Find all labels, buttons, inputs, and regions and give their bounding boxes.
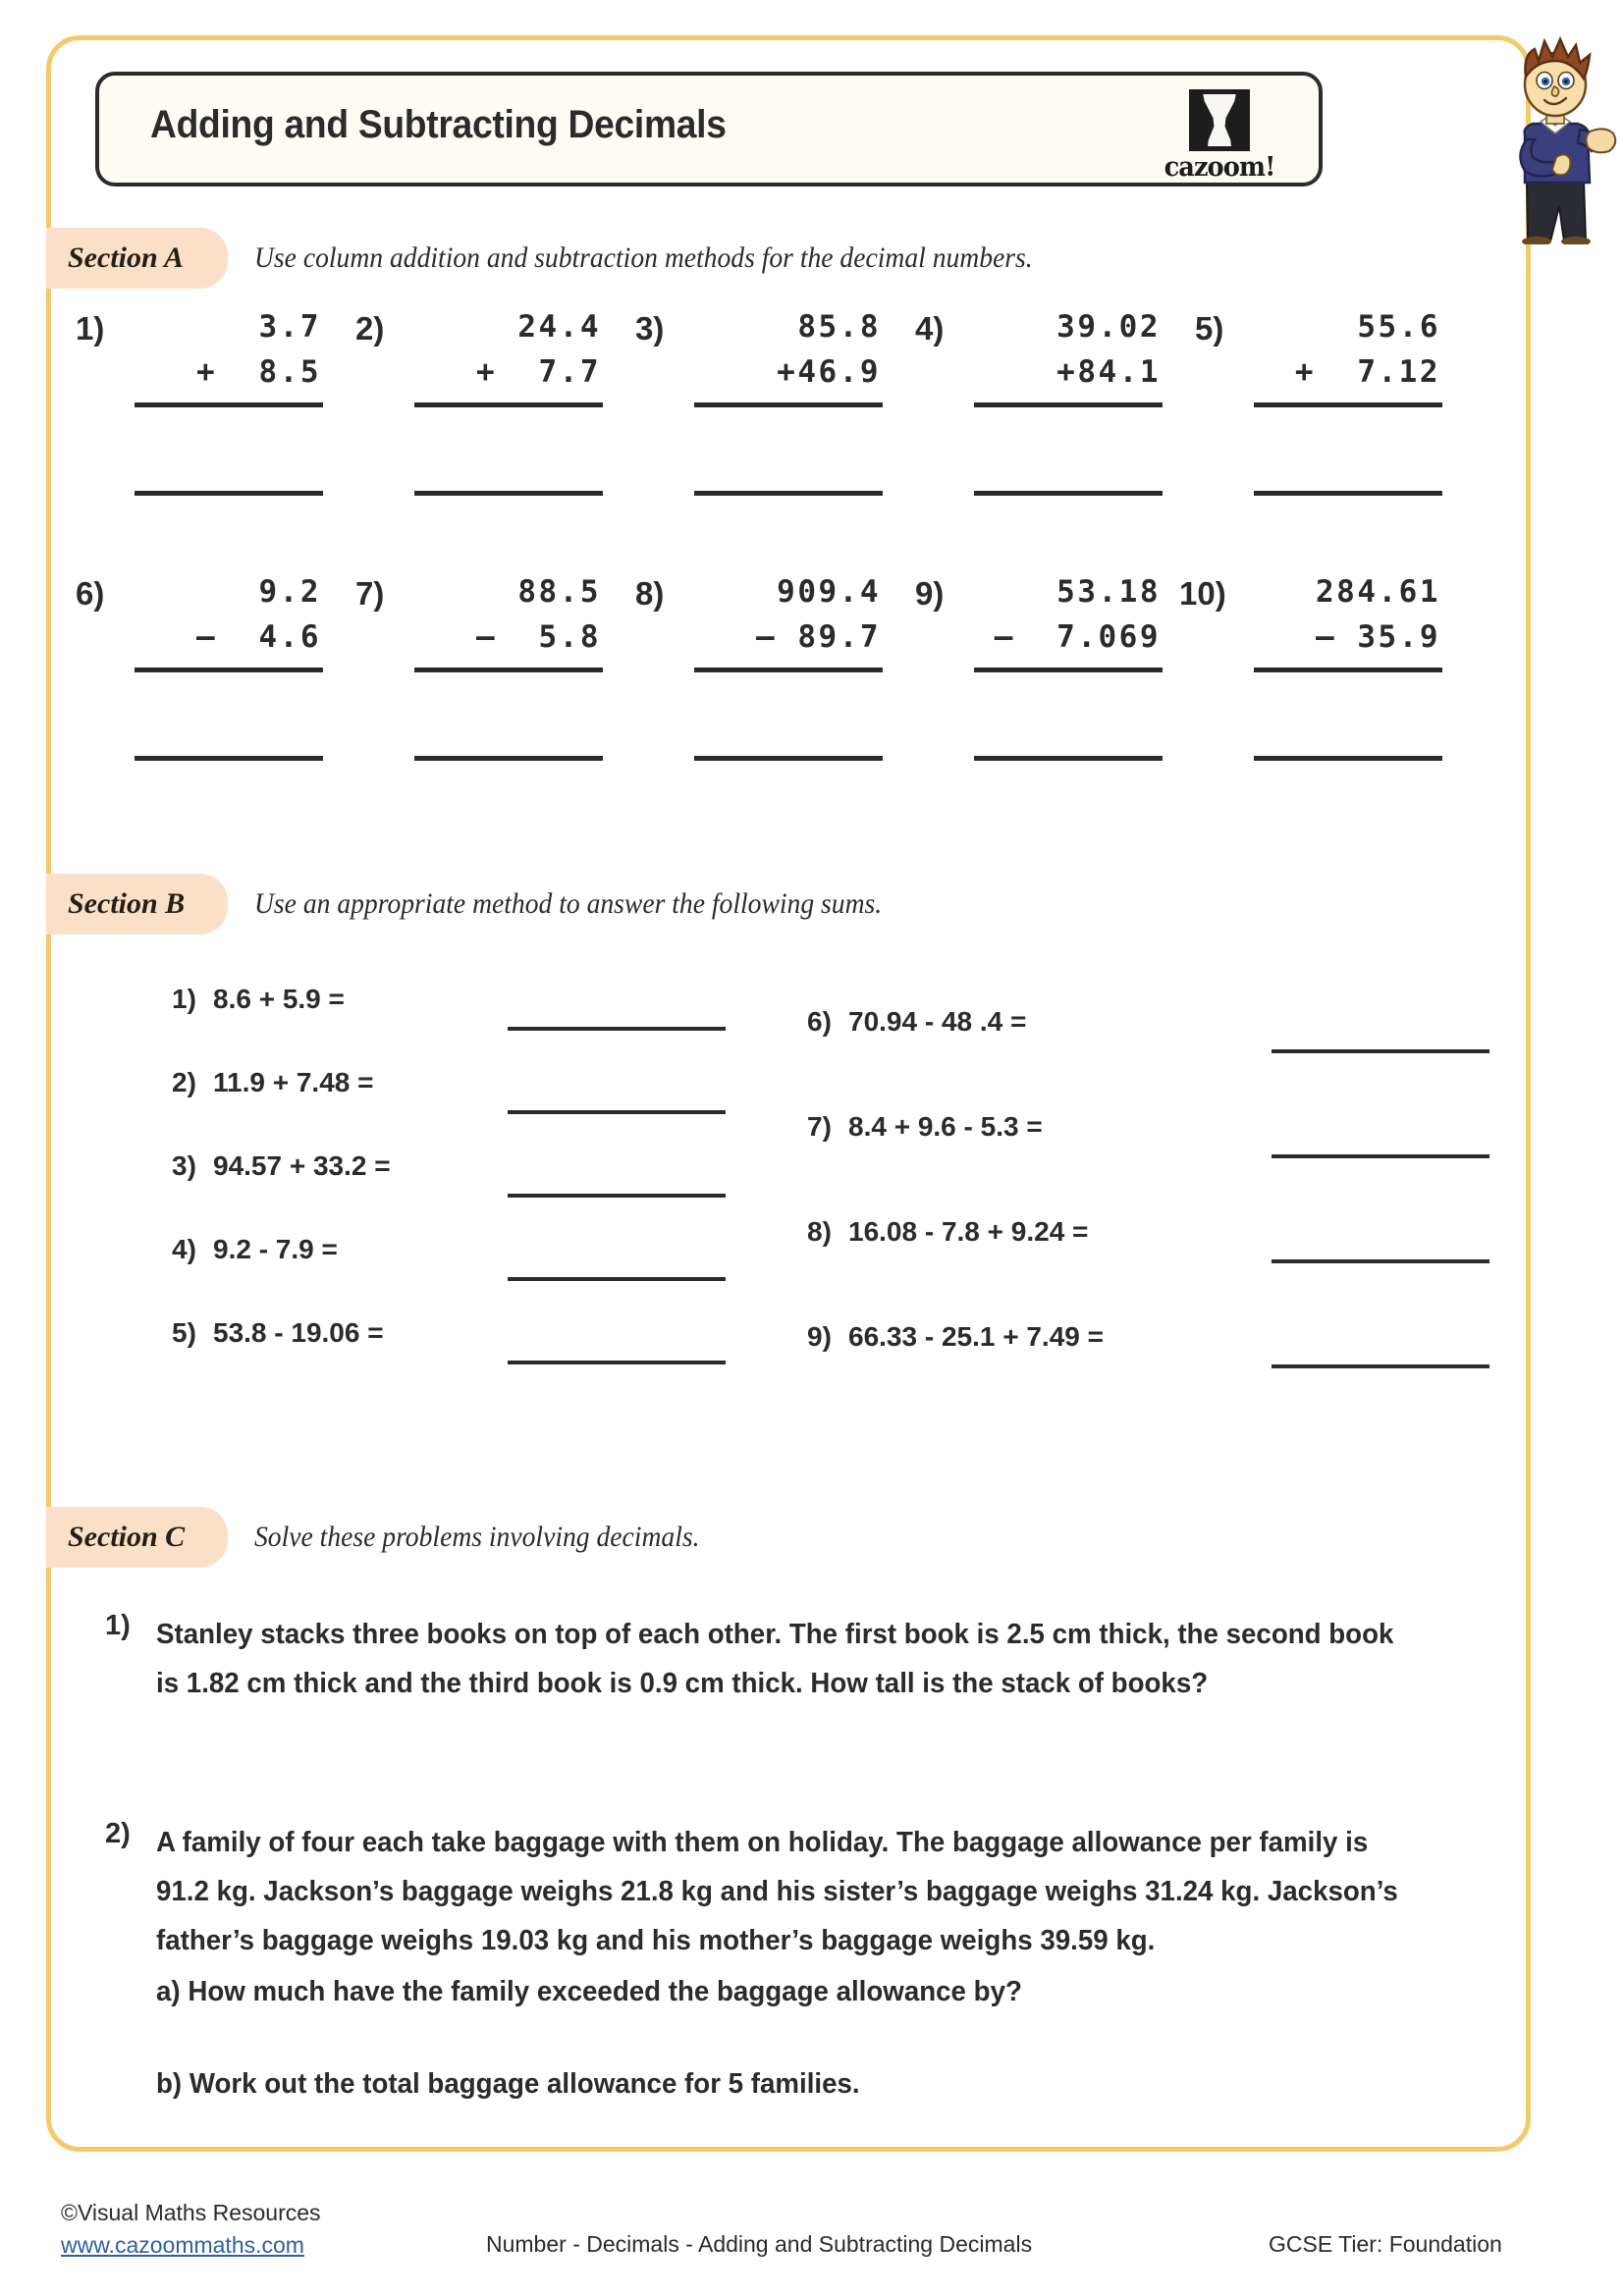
answer-rule[interactable]: [414, 756, 603, 761]
sum-rule: [694, 667, 883, 672]
page-title: Adding and Subtracting Decimals: [150, 103, 727, 146]
question-expression: 8.4 + 9.6 - 5.3 =: [848, 1111, 1043, 1142]
question-number: 1): [76, 310, 105, 347]
operand-bottom: +84.1: [1056, 354, 1161, 390]
sum-rule: [135, 667, 323, 672]
question-expression: 94.57 + 33.2 =: [213, 1150, 391, 1181]
section-a-instruction: Use column addition and subtraction methods for the decimal numbers.: [254, 241, 1033, 274]
sum-rule: [974, 402, 1163, 407]
question-number: 1): [172, 984, 196, 1014]
worksheet-header: [46, 59, 1531, 236]
question-expression: 16.08 - 7.8 + 9.24 =: [848, 1216, 1089, 1247]
operand-top: 9.2: [238, 574, 321, 610]
question-expression: 53.8 - 19.06 =: [213, 1317, 384, 1348]
answer-rule[interactable]: [974, 491, 1163, 496]
question-number: 5): [172, 1317, 196, 1348]
answer-rule[interactable]: [414, 491, 603, 496]
section-a-header: [46, 228, 1531, 289]
section-c-label: Section C: [68, 1521, 186, 1553]
question-text: A family of four each take baggage with them on holiday. The baggage allowance per family is 91.2 kg. Jackson’s baggage weighs 21.8 kg and his sister’s baggage weighs 31.24 kg. Jackson’s father’s baggage weighs 19.03 kg and his mother’s baggage weighs 39.59 kg.: [156, 1827, 1398, 1956]
column-sum-9: [905, 569, 1180, 815]
section-c-item-1: [105, 1610, 1480, 1708]
section-a-row-1: [46, 304, 1531, 569]
answer-rule-4[interactable]: [508, 1277, 726, 1281]
sum-rule: [1254, 402, 1442, 407]
title-box: [95, 72, 1323, 187]
answer-rule[interactable]: [135, 491, 323, 496]
sum-rule: [974, 667, 1163, 672]
question-expression: 70.94 - 48 .4 =: [848, 1006, 1027, 1037]
question-number: 8): [807, 1216, 832, 1247]
answer-rule[interactable]: [974, 756, 1163, 761]
operand-top: 3.7: [238, 309, 321, 345]
column-sum-6: [66, 569, 341, 815]
section-b-item-6: [807, 1006, 1026, 1038]
question-number: 10): [1179, 575, 1226, 612]
question-text: Stanley stacks three books on top of each other. The first book is 2.5 cm thick, the second book is 1.82 cm thick and the third book is 0.9 cm thick. How tall is the stack of books?: [156, 1619, 1394, 1699]
column-sum-3: [625, 304, 900, 550]
question-number: 4): [915, 310, 945, 347]
question-number: 9): [915, 575, 945, 612]
question-expression: 11.9 + 7.48 =: [213, 1067, 374, 1097]
logo-wordmark: cazoom!: [1164, 152, 1275, 183]
question-number: 4): [172, 1234, 196, 1264]
question-number: 7): [807, 1111, 832, 1142]
section-b-item-9: [807, 1321, 1104, 1353]
operand-top: 909.4: [777, 574, 881, 610]
section-b-item-8: [807, 1216, 1088, 1248]
column-sum-4: [905, 304, 1180, 550]
answer-rule-3[interactable]: [508, 1194, 726, 1198]
operand-top: 53.18: [1056, 574, 1161, 610]
question-number: 9): [807, 1321, 832, 1352]
answer-rule-5[interactable]: [508, 1361, 726, 1364]
answer-rule-2[interactable]: [508, 1110, 726, 1114]
operand-top: 55.6: [1357, 309, 1440, 345]
question-number: 3): [635, 310, 665, 347]
question-number: 8): [635, 575, 665, 612]
section-b-item-7: [807, 1111, 1043, 1143]
footer-topic: Number - Decimals - Adding and Subtracting Decimals: [486, 2231, 1033, 2257]
column-sum-8: [625, 569, 900, 815]
question-expression: 66.33 - 25.1 + 7.49 =: [848, 1321, 1104, 1352]
sum-rule: [414, 667, 603, 672]
section-b-item-2: [172, 1067, 374, 1098]
answer-rule-6[interactable]: [1272, 1049, 1489, 1053]
footer-copyright-block: [61, 2197, 321, 2262]
answer-rule[interactable]: [694, 491, 883, 496]
footer-website-link[interactable]: www.cazoommaths.com: [61, 2232, 304, 2258]
answer-rule-1[interactable]: [508, 1027, 726, 1031]
answer-rule[interactable]: [135, 756, 323, 761]
section-b-instruction: Use an appropriate method to answer the following sums.: [254, 887, 883, 920]
sum-rule: [1254, 667, 1442, 672]
question-expression: 8.6 + 5.9 =: [213, 984, 345, 1014]
hourglass-vase-icon: [1189, 89, 1250, 151]
section-b-item-5: [172, 1317, 384, 1349]
operand-bottom: + 7.12: [1294, 354, 1440, 390]
section-a-label: Section A: [68, 241, 185, 274]
question-number: 6): [76, 575, 105, 612]
column-sum-10: [1179, 569, 1460, 815]
operand-bottom: – 7.069: [994, 619, 1161, 655]
question-number: 2): [105, 1818, 131, 1849]
answer-rule[interactable]: [694, 756, 883, 761]
section-b-item-4: [172, 1234, 338, 1265]
column-sum-1: [66, 304, 341, 550]
answer-rule[interactable]: [1254, 491, 1442, 496]
section-b-item-3: [172, 1150, 391, 1182]
sum-rule: [414, 402, 603, 407]
section-c-item-2: [105, 1818, 1480, 2109]
question-number: 3): [172, 1150, 196, 1181]
question-number: 6): [807, 1006, 832, 1037]
operand-bottom: – 35.9: [1316, 619, 1440, 655]
answer-rule[interactable]: [1254, 756, 1442, 761]
answer-rule-8[interactable]: [1272, 1259, 1489, 1263]
column-sum-2: [346, 304, 621, 550]
question-number: 5): [1195, 310, 1224, 347]
section-b-item-1: [172, 984, 345, 1015]
sum-rule: [135, 402, 323, 407]
answer-rule-7[interactable]: [1272, 1154, 1489, 1158]
column-sum-5: [1185, 304, 1460, 550]
footer-copyright: ©Visual Maths Resources: [61, 2200, 321, 2225]
question-part-a: a) How much have the family exceeded the baggage allowance by?: [156, 1976, 1022, 2007]
cazoom-logo: [1156, 89, 1283, 183]
operand-top: 85.8: [797, 309, 881, 345]
operand-bottom: +46.9: [777, 354, 881, 390]
operand-bottom: + 8.5: [196, 354, 321, 390]
operand-top: 39.02: [1056, 309, 1161, 345]
question-number: 7): [355, 575, 385, 612]
operand-top: 284.61: [1316, 574, 1440, 610]
operand-bottom: – 4.6: [196, 619, 321, 655]
operand-top: 88.5: [517, 574, 601, 610]
worksheet-footer: [0, 2197, 1624, 2295]
operand-top: 24.4: [517, 309, 601, 345]
operand-bottom: – 5.8: [476, 619, 601, 655]
sum-rule: [694, 402, 883, 407]
column-sum-7: [346, 569, 621, 815]
answer-rule-9[interactable]: [1272, 1364, 1489, 1368]
footer-tier: GCSE Tier: Foundation: [1269, 2231, 1502, 2257]
question-expression: 9.2 - 7.9 =: [213, 1234, 338, 1264]
question-number: 1): [105, 1610, 131, 1641]
section-c-instruction: Solve these problems involving decimals.: [254, 1521, 700, 1553]
section-b-label: Section B: [68, 887, 186, 920]
vase-shape: [1200, 94, 1239, 146]
section-b-header: [46, 874, 1531, 934]
section-c-header: [46, 1507, 1531, 1568]
operand-bottom: – 89.7: [756, 619, 881, 655]
section-a-row-2: [46, 569, 1531, 834]
question-number: 2): [355, 310, 385, 347]
question-number: 2): [172, 1067, 196, 1097]
section-a-questions: [46, 304, 1531, 834]
operand-bottom: + 7.7: [476, 354, 601, 390]
boy-thumbs-up-mascot: [1482, 33, 1624, 244]
question-part-b: b) Work out the total baggage allowance for 5 families.: [156, 2068, 860, 2100]
